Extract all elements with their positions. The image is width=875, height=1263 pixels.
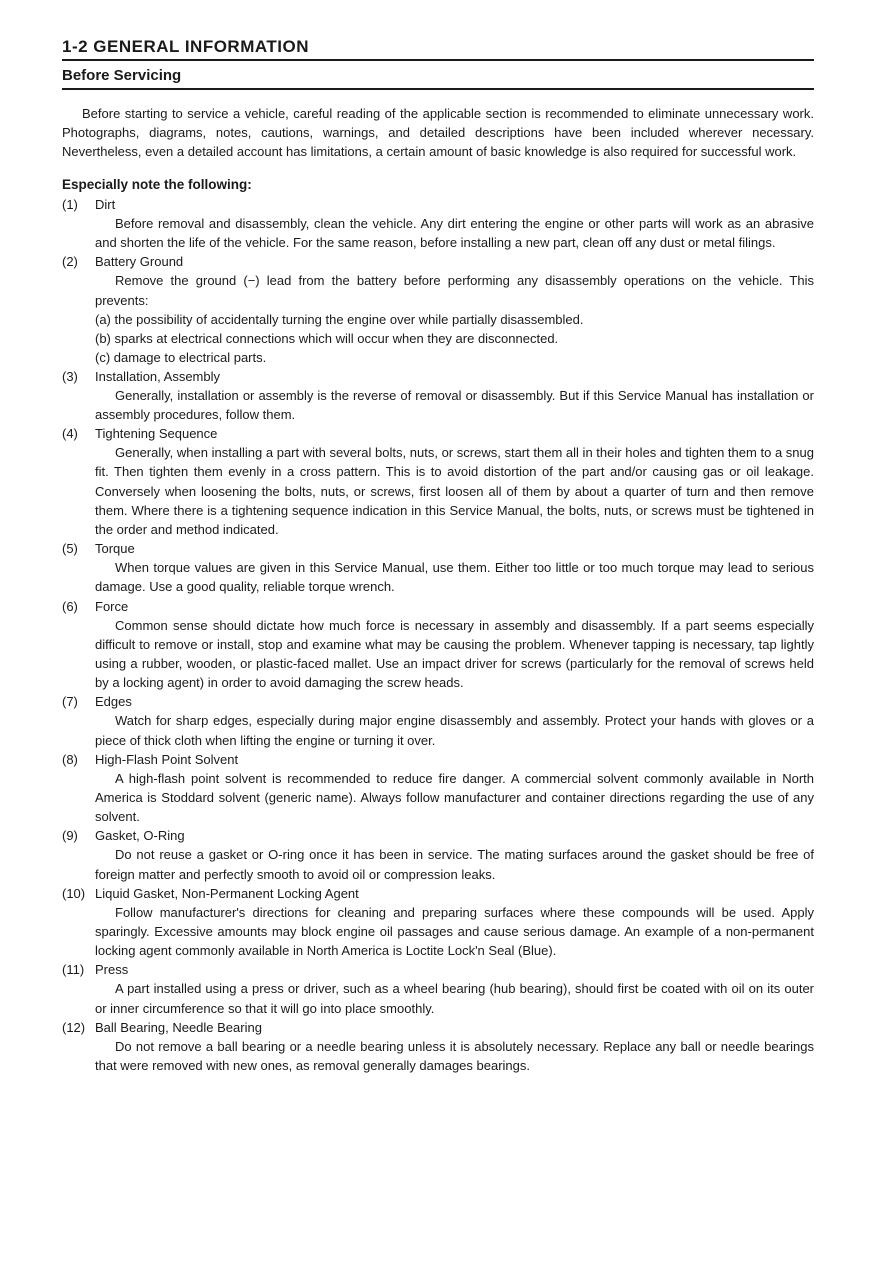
note-item-dirt <box>62 195 814 252</box>
note-title-text: High-Flash Point Solvent <box>95 751 239 767</box>
note-body: Do not reuse a gasket or O-ring once it has been in service. The mating surfaces around the gasket should be free of foreign matter and perfectly smooth to avoid oil or compression leaks. <box>95 847 814 882</box>
note-title <box>62 424 814 443</box>
note-title-text: Torque <box>95 541 135 557</box>
note-title-text: Press <box>95 962 129 978</box>
section-title: Before Servicing <box>62 67 182 84</box>
note-item-gasket <box>62 826 814 883</box>
note-item-tightening <box>62 424 814 539</box>
note-item-torque <box>62 539 814 596</box>
notes-list <box>62 195 814 1075</box>
note-number: (7) <box>62 694 78 710</box>
document-page <box>62 36 814 1075</box>
note-number: (6) <box>62 598 78 614</box>
note-item-liquid-gasket <box>62 884 814 961</box>
note-number: (3) <box>62 368 78 384</box>
note-title <box>62 367 814 386</box>
note-body: Do not remove a ball bearing or a needle bearing unless it is absolutely necessary. Replace any ball or needle bearings that were removed with new ones, as removal generally damages bearings. <box>95 1038 814 1074</box>
header-rule <box>62 59 814 61</box>
note-body: A high-flash point solvent is recommended to reduce fire danger. A commercial solvent commonly available in North America is Stoddard solvent (generic name). Always follow manufacturer and container directions regarding the use of any solvent. <box>95 770 814 825</box>
section-rule <box>62 88 814 90</box>
note-title-text: Dirt <box>95 197 116 212</box>
note-title <box>62 252 814 271</box>
note-body: A part installed using a press or driver, such as a wheel bearing (hub bearing), should first be coated with oil on its outer or inner circumference so that it will go into place smoothly. <box>95 981 814 1016</box>
note-title <box>62 1018 814 1037</box>
note-number: (4) <box>62 426 78 442</box>
note-number: (1) <box>62 197 78 212</box>
note-number: (5) <box>62 541 78 557</box>
note-title <box>62 539 814 558</box>
sub-item: (b) sparks at electrical connections which will occur when they are disconnected. <box>95 330 559 346</box>
note-title <box>62 597 814 616</box>
note-title-text: Ball Bearing, Needle Bearing <box>95 1019 262 1035</box>
note-body: Generally, installation or assembly is the reverse of removal or disassembly. But if this Service Manual has installation or assembly procedures, follow them. <box>95 387 814 423</box>
note-number: (11) <box>62 962 85 978</box>
note-body: Common sense should dictate how much force is necessary in assembly and disassembly. If a part seems especially difficult to remove or install, stop and examine what may be causing the problem. Whenever tapping is necessary, tap lightly using a rubber, wooden, or plastic-faced mallet. Use an impact driver for screws (particularly for the removal of screws held by a locking agent) in order to avoid damaging the screw heads. <box>95 617 814 691</box>
note-number: (2) <box>62 254 78 270</box>
intro-paragraph: Before starting to service a vehicle, careful reading of the applicable section is recommended to eliminate unnecessary work. Photographs, diagrams, notes, cautions, warnings, and detailed descriptions have been included wherever necessary. Nevertheless, even a detailed account has limitations, a certain amount of basic knowledge is also required for successful work. <box>62 106 814 159</box>
note-title-text: Tightening Sequence <box>95 426 218 442</box>
note-item-press <box>62 960 814 1017</box>
note-body: Before removal and disassembly, clean the vehicle. Any dirt entering the engine or other parts will work as an abrasive and shorten the life of the vehicle. For the same reason, before installing a new part, clean off any dust or metal filings. <box>95 216 814 251</box>
note-item-solvent <box>62 750 814 827</box>
note-title-text: Battery Ground <box>95 254 184 270</box>
note-title <box>62 692 814 711</box>
notes-subhead: Especially note the following: <box>62 177 252 192</box>
note-title-text: Edges <box>95 694 132 710</box>
sub-list <box>62 310 814 367</box>
note-number: (10) <box>62 885 86 901</box>
note-title-text: Gasket, O-Ring <box>95 828 185 844</box>
note-item-bearing <box>62 1018 814 1075</box>
note-title <box>62 750 814 769</box>
note-item-installation <box>62 367 814 424</box>
sub-item: (c) damage to electrical parts. <box>95 349 267 365</box>
note-body: Watch for sharp edges, especially during major engine disassembly and assembly. Protect your hands with gloves or a piece of thick cloth when lifting the engine or turning it over. <box>95 713 814 748</box>
note-number: (8) <box>62 751 78 767</box>
note-item-edges <box>62 692 814 749</box>
note-title <box>62 826 814 845</box>
note-title <box>62 884 814 903</box>
page-header: 1-2 GENERAL INFORMATION <box>62 37 309 56</box>
note-title <box>62 195 814 214</box>
note-number: (12) <box>62 1019 86 1035</box>
note-body: Follow manufacturer's directions for cleaning and preparing surfaces where these compounds will be used. Apply sparingly. Excessive amounts may block engine oil passages and cause serious damage. An example of a non-permanent locking agent commonly available in North America is Loctite Lock'n Seal (Blue). <box>95 904 814 959</box>
note-item-battery-ground <box>62 252 814 366</box>
note-body: Remove the ground (−) lead from the battery before performing any disassembly operations on the vehicle. This prevents: <box>95 273 814 308</box>
note-number: (9) <box>62 828 78 844</box>
note-title-text: Liquid Gasket, Non-Permanent Locking Agent <box>95 885 359 901</box>
note-item-force <box>62 597 814 693</box>
sub-item: (a) the possibility of accidentally turning the engine over while partially disassembled. <box>95 311 584 327</box>
note-body: When torque values are given in this Service Manual, use them. Either too little or too much torque may lead to serious damage. Use a good quality, reliable torque wrench. <box>95 560 814 595</box>
note-title-text: Force <box>95 598 129 614</box>
note-title <box>62 960 814 979</box>
note-body: Generally, when installing a part with several bolts, nuts, or screws, start them all in their holes and tighten them to a snug fit. Then tighten them evenly in a cross pattern. This is to avoid distortion of the part and/or causing gas or oil leakage. Conversely when loosening the bolts, nuts, or screws, first loosen all of them by about a quarter of turn and then remove them. Where there is a tightening sequence indication in this Service Manual, the bolts, nuts, or screws must be tightened in the order and method indicated. <box>95 445 814 538</box>
note-title-text: Installation, Assembly <box>95 368 221 384</box>
